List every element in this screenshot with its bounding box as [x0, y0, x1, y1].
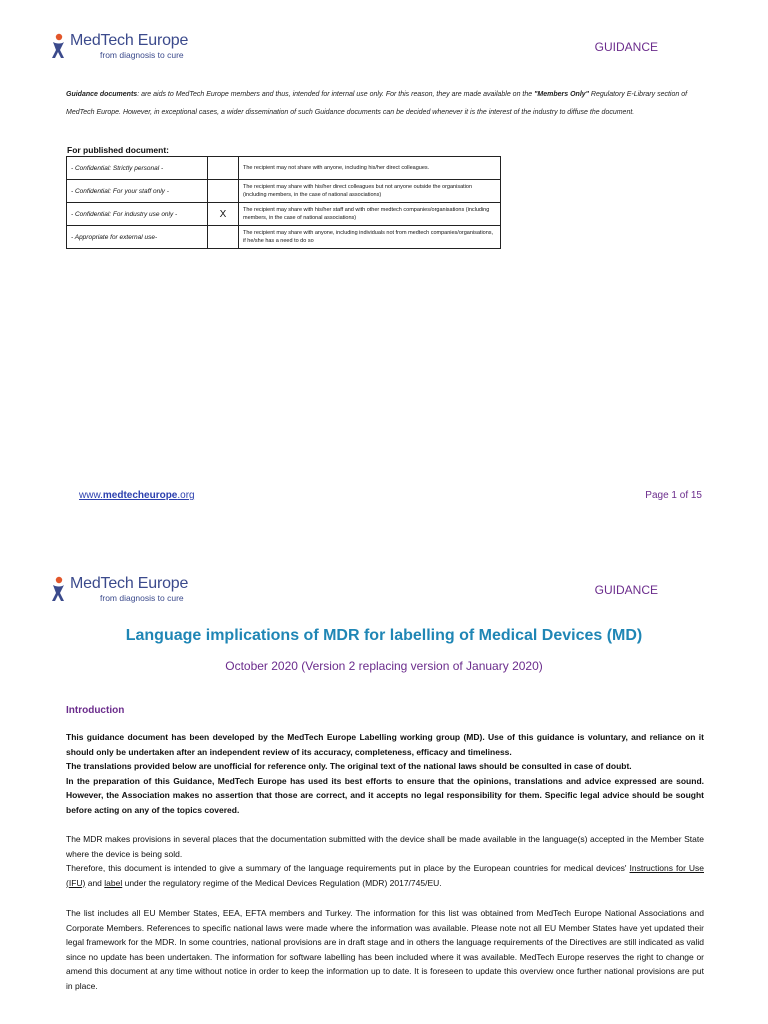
- confidentiality-mark: [208, 226, 239, 249]
- header-guidance-label: GUIDANCE: [594, 583, 658, 597]
- guidance-note-text-b: Regulatory E-Library section of MedTech Europe. However, in exceptional cases, a wider dissemination of such Guidance documents can be decided whenever it is the interest of the industry to diffuse the document.: [66, 91, 688, 116]
- intro-bold-2: The translations provided below are unofficial for reference only. The original text of the national laws should be consulted in case of doubt.: [66, 761, 632, 771]
- logo-tagline: from diagnosis to cure: [100, 50, 184, 60]
- mdr-and: and: [85, 877, 105, 888]
- medtech-logo-icon: [50, 576, 66, 602]
- table-row: [67, 180, 501, 203]
- confidentiality-level: - Appropriate for external use-: [67, 226, 208, 249]
- document-subtitle: October 2020 (Version 2 replacing version of January 2020): [225, 659, 543, 673]
- mdr-text-2b: under the regulatory regime of the Medical Devices Regulation (MDR) 2017/745/EU.: [122, 877, 442, 888]
- mdr-text-2a: Therefore, this document is intended to give a summary of the language requirements put in place by the European countries for medical devices': [66, 863, 630, 873]
- medtech-logo: [50, 576, 188, 603]
- document-title: Language implications of MDR for labelling of Medical Devices (MD): [125, 627, 643, 644]
- confidentiality-mark: [208, 157, 239, 180]
- table-row: [67, 203, 501, 226]
- intro-bold-3: In the preparation of this Guidance, MedTech Europe has used its best efforts to ensure that the opinions, translations and advice expressed are sound. However, the Association makes no assertion that those are correct, and it accepts no legal responsibility for them. Specific legal advice should be sought before acting on any of the topics covered.: [66, 775, 704, 815]
- confidentiality-table: [66, 156, 501, 249]
- website-link[interactable]: [79, 490, 195, 501]
- page-number: Page 1 of 15: [645, 490, 702, 501]
- logo-name: MedTech Europe: [70, 575, 189, 592]
- confidentiality-mark: [208, 180, 239, 203]
- intro-paragraph-bold: [66, 730, 704, 817]
- medtech-logo: [50, 33, 188, 60]
- confidentiality-description: The recipient may share with his/her direct colleagues but not anyone outside the organisation (including members, in the case of national associations): [239, 180, 501, 203]
- url-main: medtecheurope: [102, 490, 178, 501]
- header-guidance-label: GUIDANCE: [594, 40, 658, 54]
- confidentiality-level: - Confidential: For your staff only -: [67, 180, 208, 203]
- medtech-logo-icon: [50, 33, 66, 59]
- logo-name: MedTech Europe: [70, 32, 189, 49]
- url-prefix: www.: [79, 490, 103, 501]
- guidance-note-lead: Guidance documents: [66, 91, 138, 98]
- mdr-paragraph: [66, 832, 704, 890]
- members-only-label: "Members Only": [534, 91, 589, 98]
- country-list-paragraph: The list includes all EU Member States, EEA, EFTA members and Turkey. The information for this list was obtained from MedTech Europe National Associations and Corporate Members. References to specific national laws were made where the information was available. Please note not all EU Member States have yet updated their legal framework for the MDR. In some countries, national provisions are in draft stage and in others the language requirements of the Directives are still indicated as valid since no update has been undertaken. The information for software labelling has been included where it was available. MedTech Europe reserves the right to change or amend this document at any time without notice in order to keep the information up to date. It is foreseen to update this overview once further national provisions are put in place.: [66, 908, 704, 991]
- confidentiality-level: - Confidential: For industry use only -: [67, 203, 208, 226]
- confidentiality-level: - Confidential: Strictly personal -: [67, 157, 208, 180]
- introduction-heading: Introduction: [66, 705, 125, 716]
- label-term: label: [104, 877, 123, 888]
- table-row: [67, 226, 501, 249]
- confidentiality-description: The recipient may not share with anyone, including his/her direct colleagues.: [239, 157, 501, 180]
- guidance-note: [66, 86, 706, 122]
- page-2: [0, 560, 768, 1024]
- mdr-text-1: The MDR makes provisions in several places that the documentation submitted with the device shall be made available in the language(s) accepted in the Member State where the device is being sold.: [66, 834, 704, 859]
- url-suffix: .org: [177, 490, 195, 501]
- guidance-note-text-a: : are aids to MedTech Europe members and thus, intended for internal use only. For this reason, they are made available on the: [137, 91, 535, 98]
- table-row: [67, 157, 501, 180]
- published-document-label: For published document:: [67, 145, 169, 155]
- confidentiality-description: The recipient may share with his/her staff and with other medtech companies/organisations (including members, in the case of national associations): [239, 203, 501, 226]
- intro-bold-1: This guidance document has been developed by the MedTech Europe Labelling working group (MD). Use of this guidance is voluntary, and reliance on it should only be undertaken after an independent review of its accuracy, completeness, efficacy and timeliness.: [66, 732, 704, 757]
- confidentiality-mark: X: [208, 203, 239, 226]
- ifu-term: Instructions for Use (IFU): [66, 863, 704, 888]
- logo-tagline: from diagnosis to cure: [100, 593, 184, 603]
- confidentiality-description: The recipient may share with anyone, including individuals not from medtech companies/organisations, if he/she has a need to do so: [239, 226, 501, 249]
